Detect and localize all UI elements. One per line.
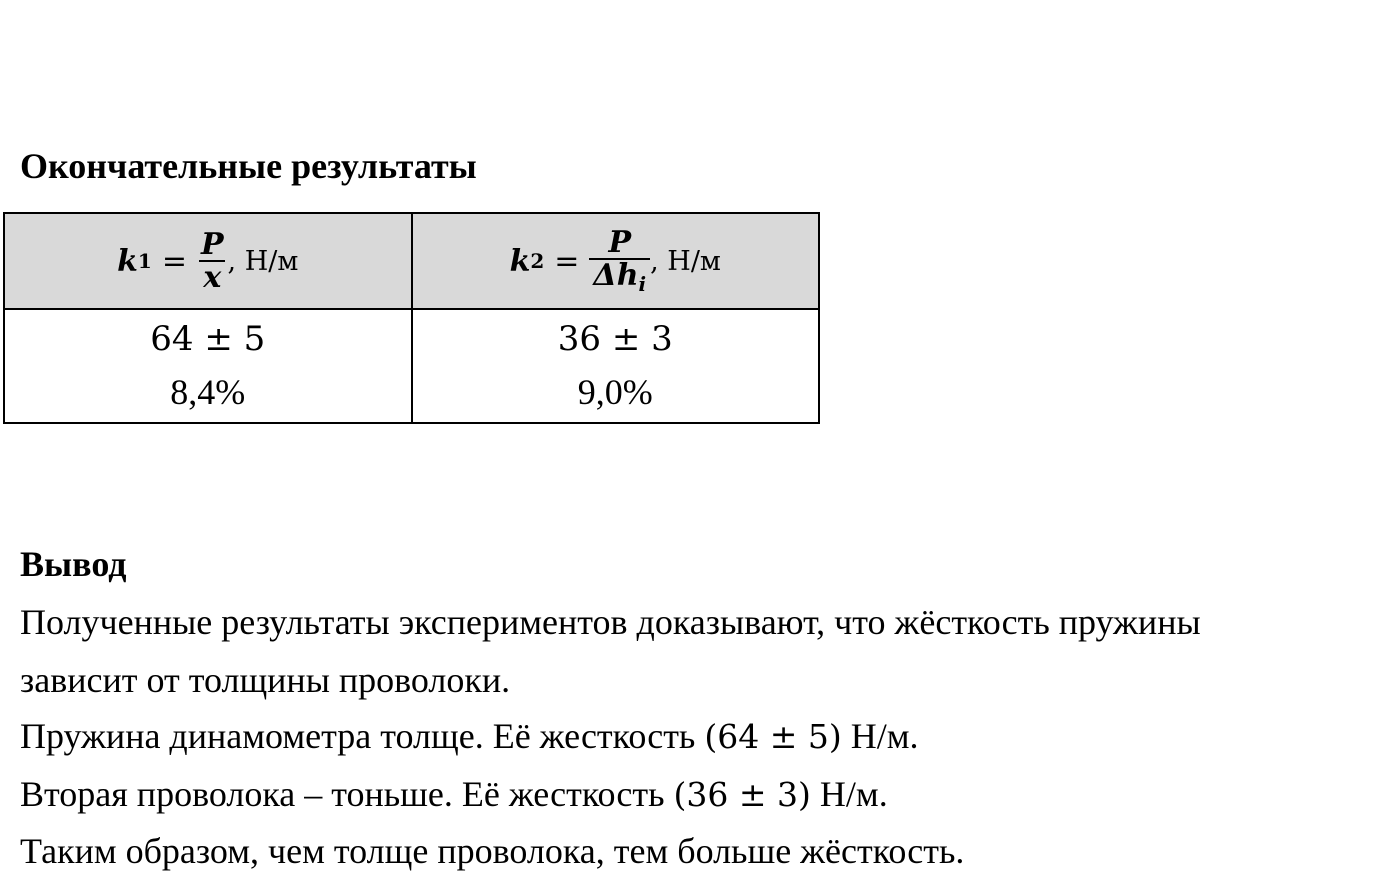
- k1-subscript: 1: [137, 249, 152, 273]
- results-table: [3, 212, 820, 424]
- k2-denominator-subscript: i: [638, 272, 647, 297]
- header-cell-k1: [4, 213, 412, 309]
- k1-denominator: x: [199, 260, 225, 294]
- k2-numerator: P: [608, 224, 632, 260]
- formula-k1: [117, 226, 299, 295]
- k1-value-cell: [4, 309, 412, 423]
- k2-symbol: k: [509, 243, 531, 279]
- k2-denominator-main: Δh: [593, 258, 639, 294]
- k2-fraction: [589, 224, 650, 297]
- conclusion-heading: Вывод: [20, 544, 127, 584]
- formula-k2: [509, 224, 721, 297]
- conclusion-line-3: [20, 718, 919, 754]
- k1-equals: =: [161, 243, 187, 279]
- k2-equals: =: [554, 243, 580, 279]
- line-3-math: (64 ± 5): [704, 717, 842, 756]
- conclusion-line-1: Полученные результаты экспериментов доказывают, что жёсткость пружины: [20, 602, 1201, 642]
- conclusion-line-4: [20, 776, 888, 812]
- k2-value: 36 ± 3: [557, 318, 673, 359]
- line-4-math: (36 ± 3): [673, 775, 811, 814]
- k2-subscript: 2: [530, 249, 545, 273]
- k2-denominator: [589, 258, 650, 295]
- table-header-row: [4, 213, 819, 309]
- k2-value-cell: [412, 309, 820, 423]
- header-cell-k2: [412, 213, 820, 309]
- line-3-text: Пружина динамометра толще. Её жесткость: [20, 716, 705, 756]
- table-row: [4, 309, 819, 423]
- conclusion-line-2: зависит от толщины проволоки.: [20, 660, 511, 700]
- k1-fraction: [197, 226, 228, 295]
- conclusion-line-5: Таким образом, чем толще проволока, тем больше жёсткость.: [20, 831, 965, 871]
- line-4-text: Вторая проволока – тоньше. Её жесткость: [20, 774, 674, 814]
- k1-value: 64 ± 5: [150, 318, 266, 359]
- k1-unit: , Н/м: [227, 245, 299, 277]
- k2-unit: , Н/м: [650, 245, 721, 277]
- line-4-unit: Н/м.: [810, 774, 888, 814]
- line-3-unit: Н/м.: [841, 716, 919, 756]
- k1-symbol: k: [117, 243, 138, 279]
- results-heading: Окончательные результаты: [20, 146, 477, 186]
- k1-numerator: P: [200, 226, 224, 262]
- k1-percent: 8,4%: [170, 371, 246, 412]
- k2-percent: 9,0%: [577, 371, 653, 412]
